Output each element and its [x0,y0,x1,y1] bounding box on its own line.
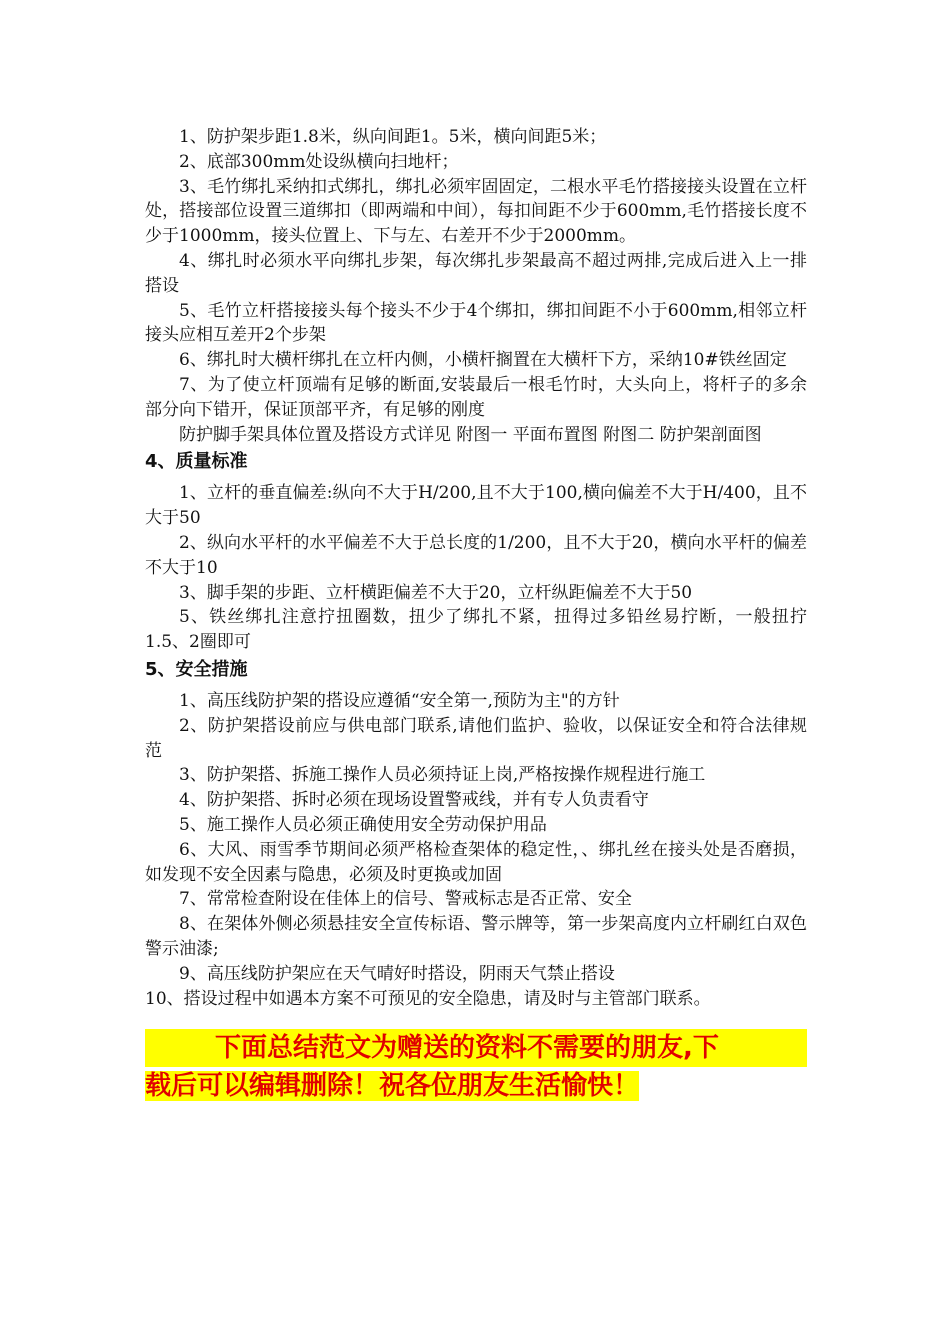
scaffold-item-1: 1、防护架步距1.8米，纵向间距1。5米，横向间距5米； [179,127,607,147]
scaffold-item-7: 7、为了使立杆顶端有足够的断面,安装最后一根毛竹时，大头向上，将杆子的多余部分向下错开，保证顶部平齐，有足够的刚度 [145,374,807,420]
quality-item-3: 3、脚手架的步距、立杆横距偏差不大于20，立杆纵距偏差不大于50 [179,582,693,603]
scaffold-item-3: 3、毛竹绑扎采纳扣式绑扎，绑扎必须牢固固定，二根水平毛竹搭接接头设置在立杆处，搭接部位设置三道绑扣（即两端和中间），每扣间距不少于600mm,毛竹搭接长度不少于1000mm，接头位置上、下与左、右差开不少于2000mm。 [145,176,807,247]
scaffold-drawing-reference: 防护脚手架具体位置及搭设方式详见 附图一 平面布置图 附图二 防护架剖面图 [179,424,762,445]
quality-item-1: 1、立杆的垂直偏差:纵向不大于H/200,且不大于100,横向偏差不大于H/400，且不大于50 [145,483,807,529]
quality-item-2: 2、纵向水平杆的水平偏差不大于总长度的1/200，且不大于20，横向水平杆的偏差不大于10 [145,532,807,578]
scaffold-item-6: 6、绑扎时大横杆绑扎在立杆内侧，小横杆搁置在大横杆下方，采纳10#铁丝固定 [179,350,787,371]
safety-item-1: 1、高压线防护架的搭设应遵循“安全第一,预防为主"的方针 [179,690,620,711]
promo-banner [145,1029,807,1105]
banner-line-1 [145,1029,807,1067]
safety-item-9: 9、高压线防护架应在天气晴好时搭设，阴雨天气禁止搭设 [179,963,615,984]
quality-heading: 4、质量标准 [145,451,248,473]
scaffold-item-2: 2、底部300mm处设纵横向扫地杆； [179,151,459,172]
safety-item-5: 5、施工操作人员必须正确使用安全劳动保护用品 [179,814,547,835]
safety-item-7: 7、常常检查附设在佳体上的信号、警戒标志是否正常、安全 [179,889,632,910]
safety-item-8: 8、在架体外侧必须悬挂安全宣传标语、警示牌等，第一步架高度内立杆刷红白双色警示油漆; [145,914,807,959]
safety-heading: 5、安全措施 [145,658,248,680]
scaffold-item-5: 5、毛竹立杆搭接接头每个接头不少于4个绑扣，绑扣间距不小于600mm,相邻立杆接头应相互差开2个步架 [145,300,807,346]
safety-item-6: 6、大风、雨雪季节期间必须严格检查架体的稳定性，、绑扎丝在接头处是否磨损，如发现不安全因素与隐患，必须及时更换或加固 [145,839,807,885]
safety-item-2: 2、防护架搭设前应与供电部门联系,请他们监护、验收，以保证安全和符合法律规范 [145,715,807,761]
safety-item-10: 10、搭设过程中如遇本方案不可预见的安全隐患，请及时与主管部门联系。 [145,988,711,1009]
document-page [145,125,807,1105]
banner-line-2: 载后可以编辑删除！祝各位朋友生活愉快！ [145,1071,640,1102]
safety-item-4: 4、防护架搭、拆时必须在现场设置警戒线，并有专人负责看守 [179,790,649,811]
safety-item-3: 3、防护架搭、拆施工操作人员必须持证上岗,严格按操作规程进行施工 [179,765,706,786]
quality-item-4: 5、铁丝绑扎注意拧扭圈数，扭少了绑扎不紧，扭得过多铅丝易拧断，一般扭拧1.5、2圈即可 [145,607,807,653]
banner-line-1-text: 下面总结范文为赠送的资料不需要的朋友,下 [215,1033,719,1064]
scaffold-item-4: 4、绑扎时必须水平向绑扎步架，每次绑扎步架最高不超过两排,完成后进入上一排搭设 [145,250,807,296]
